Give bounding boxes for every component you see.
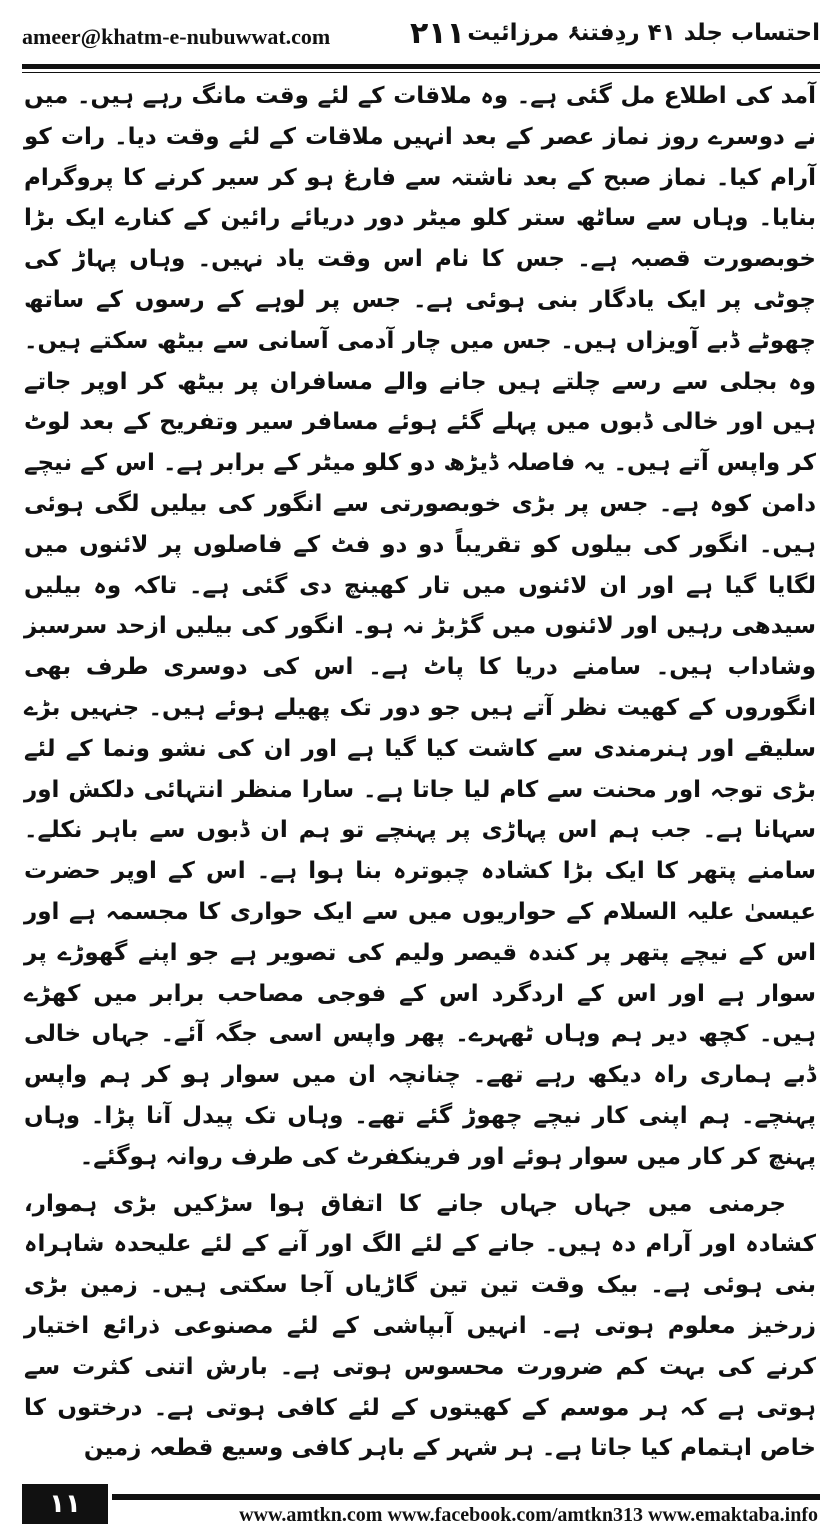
footer-page-number: ۱۱ bbox=[22, 1484, 108, 1524]
footer-rule bbox=[112, 1494, 820, 1500]
page-footer bbox=[22, 1484, 820, 1534]
footer-links: www.amtkn.com www.facebook.com/amtkn313 www.emaktaba.info bbox=[239, 1504, 818, 1526]
page-header bbox=[22, 12, 820, 64]
header-email: ameer@khatm-e-nubuwwat.com bbox=[22, 24, 331, 49]
paragraph-2: جرمنی میں جہاں جہاں جانے کا اتفاق ہوا سڑکیں بڑی ہموار، کشادہ اور آرام دہ ہیں۔ جانے کے لئے الگ اور آنے کے لئے علیحدہ شاہراہ بنی ہوئی ہے۔ بیک وقت تین تین گاڑیاں آجا سکتی ہیں۔ زمین بڑی زرخیز معلوم ہوتی ہے۔ انہیں آبپاشی کے لئے مصنوعی ذرائع اختیار کرنے کی بہت کم ضرورت محسوس ہوتی ہے۔ بارش اتنی کثرت سے ہوتی ہے کہ ہر موسم کے کھیتوں کے لئے کافی ہوتی ہے۔ درختوں کا خاص اہتمام کیا جاتا ہے۔ ہر شہر کے باہر کافی وسیع قطعہ زمین bbox=[24, 1190, 816, 1462]
paragraph-1: آمد کی اطلاع مل گئی ہے۔ وہ ملاقات کے لئے وقت مانگ رہے ہیں۔ میں نے دوسرے روز نماز عصر کے بعد انہیں ملاقات کے لئے وقت دیا۔ رات کو آرام کیا۔ نماز صبح کے بعد ناشتہ سے فارغ ہو کر سیر کرنے کا پروگرام بنایا۔ وہاں سے ساٹھ ستر کلو میٹر دور دریائے رائین کے کنارے ایک بڑا خوبصورت قصبہ ہے۔ جس کا نام اس وقت یاد نہیں۔ وہاں پہاڑ کی چوٹی پر ایک یادگار بنی ہوئی ہے۔ جس پر لوہے کے رسوں کے ساتھ چھوٹے ڈبے آویزاں ہیں۔ جس میں چار آدمی آسانی سے بیٹھ سکتے ہیں۔ وہ بجلی سے رسے چلتے ہیں جانے والے مسافران پر بیٹھ کر اوپر جاتے ہیں اور خالی ڈبوں میں پہلے گئے ہوئے مسافر سیر وتفریح کے بعد لوٹ کر واپس آتے ہیں۔ یہ فاصلہ ڈیڑھ دو کلو میٹر کے برابر ہے۔ اس کے نیچے دامن کوہ ہے۔ جس پر بڑی خوبصورتی سے انگور کی بیلیں لگی ہوئی ہیں۔ انگور کی بیلوں کو تقریباً دو دو فٹ کے فاصلوں پر لائنوں میں لگایا گیا ہے اور ان لائنوں میں تار کھینچ دی گئی ہے۔ تاکہ وہ بیلیں سیدھی رہیں اور لائنوں میں گڑبڑ نہ ہو۔ انگور کی بیلیں ازحد سرسبز وشاداب ہیں۔ سامنے دریا کا پاٹ ہے۔ اس کی دوسری طرف بھی انگوروں کے کھیت نظر آتے ہیں جو دور تک پھیلے ہوئے ہیں۔ جنہیں بڑے سلیقے اور ہنرمندی سے کاشت کیا گیا ہے اور ان کی نشو ونما کے لئے بڑی توجہ اور محنت سے کام لیا جاتا ہے۔ سارا منظر انتہائی دلکش اور سہانا ہے۔ جب ہم اس پہاڑی پر پہنچے تو ہم ان ڈبوں سے باہر نکلے۔ سامنے پتھر کا ایک بڑا کشادہ چبوترہ بنا ہوا ہے۔ اس کے اوپر حضرت عیسیٰ علیہ السلام کے حواریوں میں سے ایک حواری کا مجسمہ ہے اور اس کے نیچے پتھر پر کندہ قیصر ولیم کی تصویر ہے جو اپنے گھوڑے پر سوار ہے اور اس کے اردگرد اس کے فوجی مصاحب برابر میں کھڑے ہیں۔ کچھ دیر ہم وہاں ٹھہرے۔ پھر واپس اسی جگہ آئے۔ جہاں خالی ڈبے ہماری راہ دیکھ رہے تھے۔ چنانچہ ان میں سوار ہو کر ہم واپس پہنچے۔ ہم اپنی کار نیچے چھوڑ گئے تھے۔ وہاں تک پیدل آنا پڑا۔ وہاں پہنچ کر کار میں سوار ہوئے اور فرینکفرٹ کی طرف روانہ ہوگئے۔ bbox=[24, 83, 816, 1170]
header-book-title: احتساب جلد ۴۱ ردِفتنۂ مرزائیت bbox=[467, 20, 820, 46]
page-body bbox=[24, 76, 816, 1469]
header-rule bbox=[22, 64, 820, 69]
header-page-number: ۲۱۱ bbox=[410, 16, 465, 51]
header-rule-thin bbox=[22, 72, 820, 73]
